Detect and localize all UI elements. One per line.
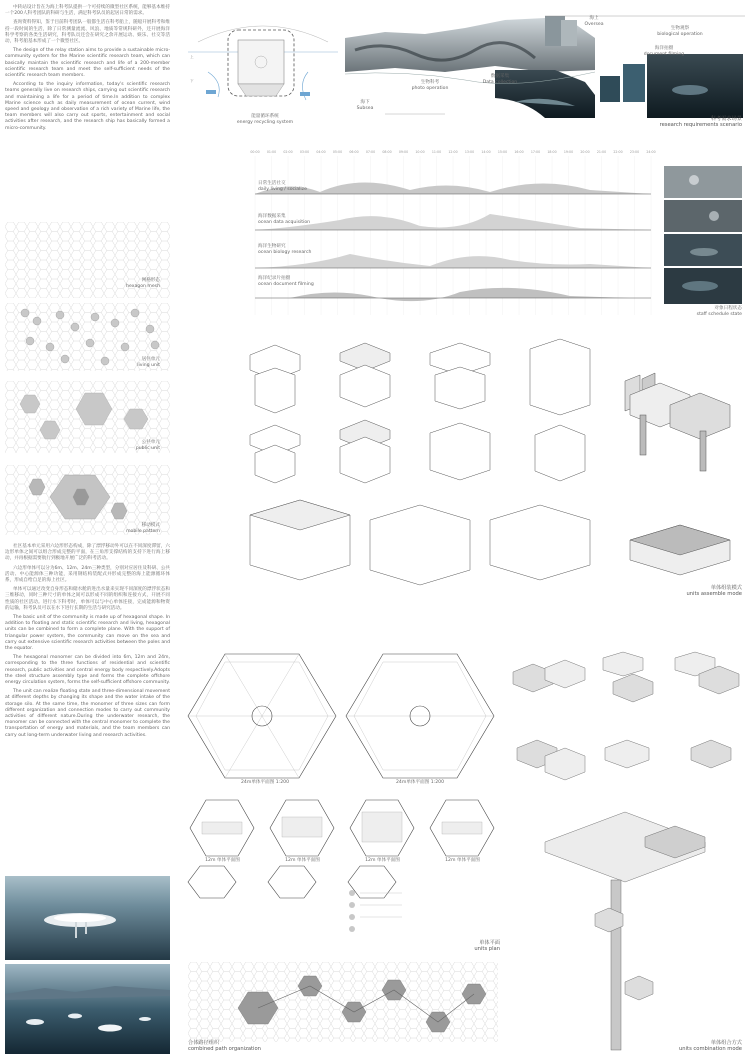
body-text — [5, 544, 170, 742]
schedule-time-tick: 11:00 — [431, 150, 442, 154]
schedule-row-label-2: 海洋数据采集 ocean data acquisition — [258, 214, 311, 225]
svg-text:下: 下 — [190, 79, 194, 83]
scenario-label-bio: 生物观察 biological operation — [657, 26, 703, 37]
body-en-p1: The basic unit of the community is made up of hexagonal shape. In addition to floating and static scientific research and living, hexagonal units can be combined to form a complete plane. With the support of triangular power system, the community can move on the sea and carry out extensive scientific research activities between the poles and the equator. — [5, 615, 170, 652]
ocean-render-photo-1 — [5, 876, 170, 960]
schedule-time-tick: 06:00 — [349, 150, 359, 154]
schedule-time-axis — [250, 150, 660, 158]
scenario-caption: 科考需求场景 research requirements scenario — [659, 116, 742, 128]
energy-caption: 能量循环系统 energy recycling system — [236, 114, 294, 125]
units-combination-diagram — [505, 652, 745, 1052]
schedule-time-tick: 04:00 — [316, 150, 326, 154]
body-en-p3: The unit can realize floating state and three-dimensional movement at different depths by changing its shape and the water intake of the storage silo. At the same time, the monomer of three sizes can form different organization and connection modes to carry out community activities of different nature.During the underwater research, the monomer can be connected with the central monomer to complete the transportation of energy and materials, and the team members can carry out long-term underwater living and research activities. — [5, 689, 170, 738]
staff-photos — [664, 166, 742, 306]
schedule-time-tick: 02:00 — [283, 150, 293, 154]
schedule-time-tick: 18:00 — [547, 150, 557, 154]
plan-label-12m-4: 12m 单体平面图 — [445, 858, 480, 863]
plan-label-12m-2: 12m 单体平面图 — [285, 858, 320, 863]
intro-en-p1: The design of the relay station aims to provide a sustainable micro-community system for the Marine scientific research team, which can basically maintain the scientific research and life of a 200-member scientific research team and meet the self-sufficient needs of the scientific research team members. — [5, 48, 170, 79]
scenario-label-subsea: 海下 Subsea — [356, 100, 374, 111]
schedule-chart — [250, 150, 660, 318]
intro-cn-p2: 查询资料得知，鉴于目前科考团队一般都生活在科考船上，随船开展科考和维持一段时间的生活，除了日常测量流流、风浪、地质等常规科研外，还开展海洋科学考察的各类生活研究，科考队员还会在研究之余开展运动、娱乐、社交等活动，科考船基本形成了一个微型社区。 — [5, 20, 170, 45]
schedule-time-tick: 21:00 — [596, 150, 607, 154]
schedule-time-tick: 19:00 — [563, 150, 574, 154]
living-unit-label: 居住单元 living unit — [137, 357, 160, 368]
schedule-time-tick: 23:00 — [629, 150, 640, 154]
plan-label-24m-right: 24m单体平面图 1:200 — [396, 780, 444, 785]
schedule-grid — [255, 156, 651, 315]
schedule-time-tick: 05:00 — [332, 150, 343, 154]
schedule-time-tick: 01:00 — [266, 150, 277, 154]
assemble-caption: 单体组装模式 units assemble mode — [686, 585, 742, 597]
schedule-time-tick: 16:00 — [514, 150, 524, 154]
svg-text:上: 上 — [190, 55, 194, 59]
schedule-time-tick: 17:00 — [530, 150, 541, 154]
ocean-render-photo-2 — [5, 964, 170, 1054]
schedule-row-label-4: 海洋纪录片拍摄 ocean document filming — [258, 276, 314, 287]
schedule-time-tick: 14:00 — [481, 150, 491, 154]
combined-caption: 合体路径组织 combined path organization — [188, 1040, 261, 1052]
schedule-time-tick: 22:00 — [613, 150, 623, 154]
schedule-time-tick: 20:00 — [580, 150, 590, 154]
intro-cn-p1: 中转站设计旨在为海上科考队提供一个可持续的微型社区系统，能够基本维持一个200人科考团队的科研与生活，满足科考队员的起居日常的需求。 — [5, 5, 170, 17]
energy-recycling-diagram — [188, 12, 338, 124]
scenario-label-data: 数据采集 Data collection — [482, 74, 518, 85]
intro-en-p2: According to the inquiry information, today's scientific research teams generally live on research ships, carrying out scientific research and maintaining a life for a period of time.In addition to complex Marine science such as daily measurement of ocean current, wind speed and geology and observation of a rich variety of Marine life, the team members will also carry out sports, entertainment and social activities after research, and the research ship has basically formed a micro-community. — [5, 82, 170, 131]
body-cn-p1: 社区基本单元采用六边形形态构成，除了漂浮移动外可以在不同深度滞留，六边形单体之间可以组合形成完整的平面，在三角形支撑结构的支持下进行海上移动，并再根据需要航行到极地开展广泛的科考活动。 — [5, 544, 170, 562]
scenario-label-film: 海洋拍摄 document filming — [643, 46, 685, 57]
schedule-time-tick: 09:00 — [398, 150, 409, 154]
body-cn-p3: 单体可以通过改变自身形态和储水舱的进出水量来实现不同深度的漂浮状态和三维移动，同时三种尺寸的单体之间可以形成不同的组织和连接方式，开展不同性质的社区活动。进行水下科考时，单体可以与中心单体连接，完成能源和物资的运输，科考队员可以在水下进行长期的生活与研究活动。 — [5, 587, 170, 611]
staff-caption: 对象日程状态 staff schedule state — [696, 306, 742, 317]
schedule-time-tick: 24:00 — [646, 150, 656, 154]
hexagon-mesh-label: 网格形态 hexagon mesh — [126, 278, 160, 289]
schedule-time-tick: 08:00 — [382, 150, 392, 154]
schedule-time-tick: 00:00 — [250, 150, 260, 154]
schedule-row-label-1: 日常生活社交 daily living / socialize — [258, 181, 307, 192]
schedule-row-label-3: 海洋生物研究 ocean biology research — [258, 244, 312, 255]
scenario-label-photo: 生物科考 photo operation — [411, 80, 449, 91]
schedule-time-tick: 07:00 — [365, 150, 376, 154]
plan-label-12m-3: 12m 单体平面图 — [365, 858, 400, 863]
combined-path-diagram — [188, 962, 498, 1042]
unit-assemble-diagram — [230, 335, 745, 595]
combination-caption: 单体组合方式 units combination mode — [679, 1040, 742, 1052]
schedule-time-tick: 13:00 — [464, 150, 475, 154]
schedule-time-tick: 12:00 — [448, 150, 458, 154]
public-unit-label: 公共单元 public unit — [135, 440, 160, 451]
schedule-time-tick: 15:00 — [497, 150, 508, 154]
body-cn-p2: 六边形单体可以分为6m、12m、24m三种类型，分别对应居住及科研、公共活动、中心能源体三种功能，采用钢结构装配式并形成完整的海上能源循环体系，形成自给自足的海上社区。 — [5, 565, 170, 584]
units-plan-caption: 单体平面 units plan — [474, 940, 500, 952]
body-en-p2: The hexagonal monomer can be divided into 6m, 12m and 24m, corresponding to the three functions of residential and scientific research, public activities and central energy body respectively.Adopts the steel structure assembly type and forms the complete offshore energy circulation system, forms the self-sufficient offshore community. — [5, 655, 170, 686]
plan-legend — [342, 885, 422, 945]
schedule-time-tick: 10:00 — [415, 150, 425, 154]
schedule-time-tick: 03:00 — [299, 150, 310, 154]
scenario-label-oversea: 海上 Oversea — [584, 16, 604, 27]
intro-text — [5, 5, 170, 135]
plan-label-24m-left: 24m单体平面图 1:200 — [241, 780, 289, 785]
plan-label-12m-1: 12m 单体平面图 — [205, 858, 240, 863]
mobile-pattern-label: 移动模式 mobile pattern — [126, 523, 160, 534]
